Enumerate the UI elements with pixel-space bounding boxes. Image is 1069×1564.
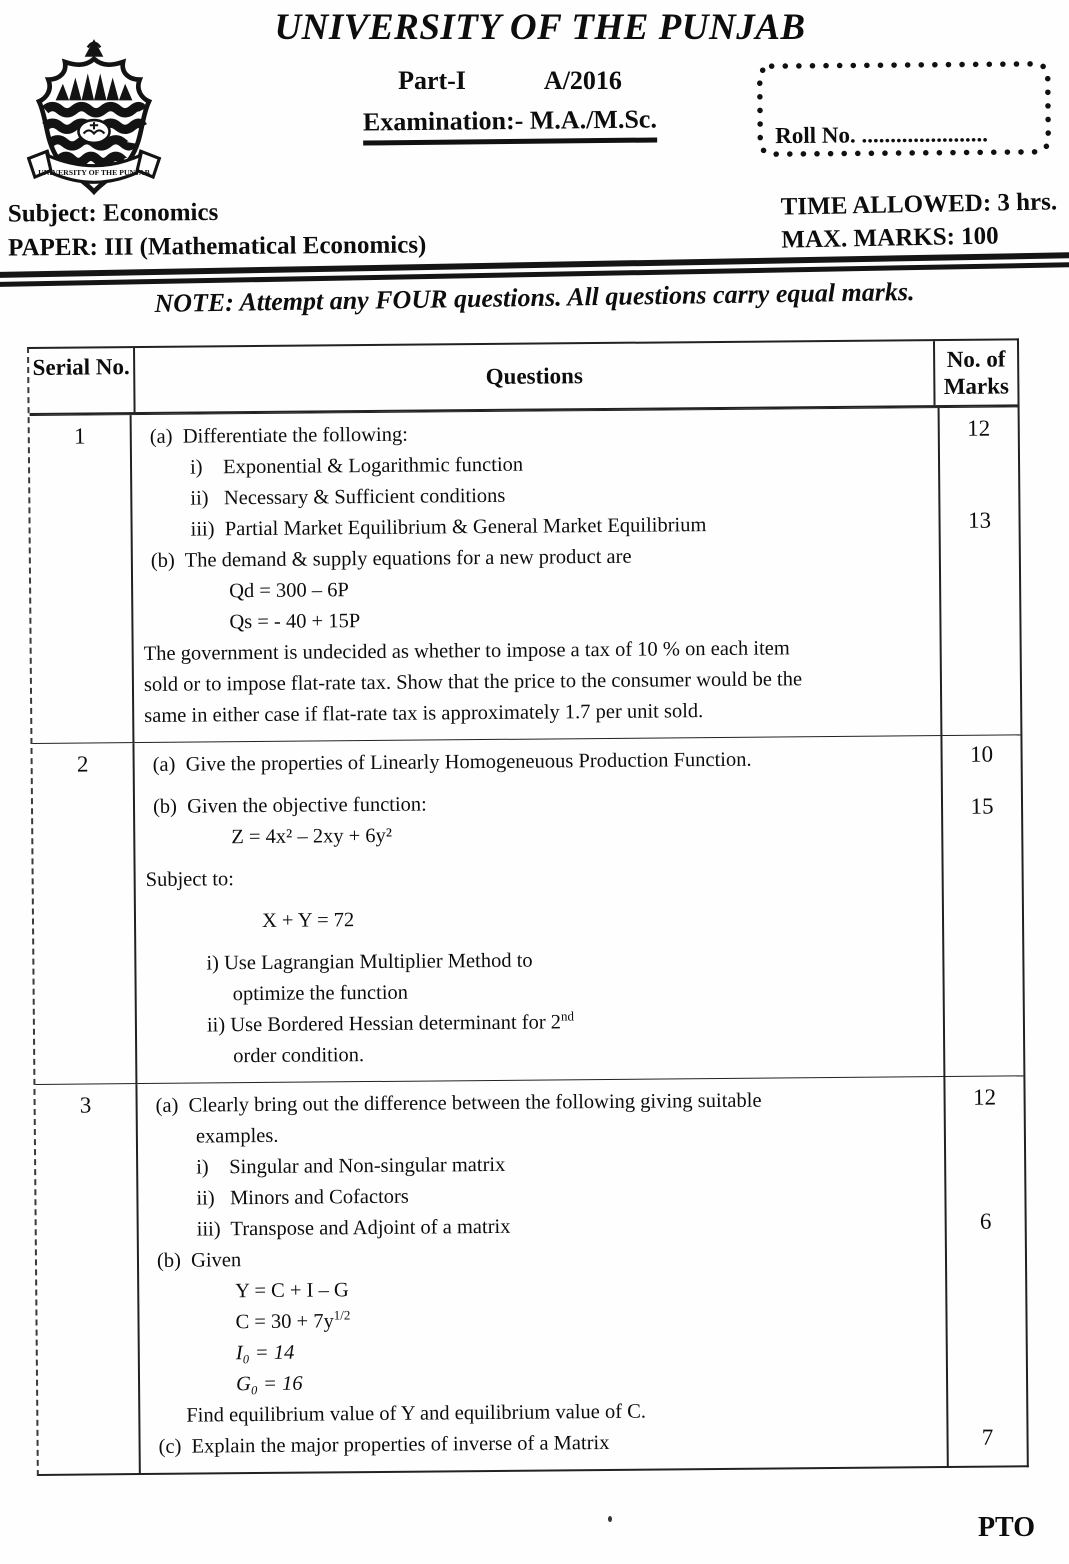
question-line: iii) Transpose and Adjoint of a matrix [196, 1215, 511, 1241]
part-label: Part-I [398, 66, 466, 95]
serial-number: 1 [30, 415, 135, 743]
question-line: ii) Use Bordered Hessian determinant for 2nd [206, 1008, 575, 1037]
table-header-row [29, 340, 1018, 415]
question-line: The government is undecided as whether to impose a tax of 10 % on each item [143, 637, 790, 665]
marks-value: 10 [969, 741, 994, 767]
question-line: i) Use Lagrangian Multiplier Method to [206, 949, 533, 975]
question-line: sold or to impose flat-rate tax. Show that the price to the consumer would be the [143, 668, 803, 696]
examination-label: Examination:- M.A./M.Sc. [363, 104, 657, 145]
part-session-line [320, 66, 700, 96]
time-marks-block [780, 185, 1058, 256]
marks-cell [943, 1076, 1026, 1466]
question-cell [132, 408, 941, 742]
question-line: Find equilibrium value of Y and equilibrium value of C. [186, 1400, 647, 1427]
question-line: order condition. [233, 1044, 365, 1068]
university-logo [16, 36, 172, 202]
question-line: G₀ = 16 [235, 1372, 303, 1396]
scan-speck [608, 1516, 612, 1522]
max-marks-label: MAX. MARKS: 100 [780, 222, 999, 254]
question-line: same in either case if flat-rate tax is approximately 1.7 per unit sold. [144, 700, 704, 727]
question-line: i) Singular and Non-singular matrix [196, 1153, 506, 1179]
question-line: (c) Explain the major properties of inverse of a Matrix [158, 1431, 610, 1458]
question-line: (b) Given [156, 1249, 242, 1272]
session-label: A/2016 [543, 66, 622, 95]
questions-table [27, 338, 1029, 1476]
table-row [30, 406, 1021, 743]
pto-label: PTO [977, 1512, 1035, 1543]
questions-col-header: Questions [485, 363, 583, 389]
table-row [35, 1075, 1026, 1474]
subject-label: Subject: Economics [7, 198, 219, 228]
question-line: I₀ = 14 [235, 1341, 295, 1365]
question-line: (b) The demand & supply equations for a new product are [150, 545, 632, 572]
logo-banner-text: UNIVERSITY OF THE PUNJAB [38, 168, 150, 178]
serial-number: 2 [32, 743, 137, 1084]
table-row [32, 734, 1023, 1084]
question-line: X + Y = 72 [261, 909, 355, 932]
marks-value: 12 [967, 415, 991, 441]
question-line: ii) Necessary & Sufficient conditions [190, 484, 506, 510]
marks-value: 6 [979, 1208, 992, 1234]
question-line: iii) Partial Market Equilibrium & General Market Equilibrium [190, 514, 707, 541]
page-title: UNIVERSITY OF THE PUNJAB [274, 7, 806, 48]
question-line: i) Exponential & Logarithmic function [189, 453, 524, 479]
serial-number: 3 [35, 1084, 140, 1474]
exam-header-block [320, 66, 700, 144]
marks-col-header: No. of Marks [933, 340, 1018, 405]
marks-value: 7 [981, 1424, 994, 1450]
marks-cell [940, 735, 1023, 1076]
question-line: (b) Given the objective function: [152, 793, 427, 818]
marks-cell [938, 407, 1021, 735]
note-line: NOTE: Attempt any FOUR questions. All questions carry equal marks. [154, 277, 915, 318]
serial-col-header: Serial No. [29, 348, 136, 413]
university-crest-icon [16, 36, 172, 202]
paper-label: PAPER: III (Mathematical Economics) [8, 231, 427, 262]
question-line: examples. [195, 1124, 279, 1148]
question-cell [137, 1077, 946, 1473]
question-line: Qd = 300 – 6P [229, 579, 350, 603]
question-line: ii) Minors and Cofactors [196, 1185, 409, 1210]
marks-value: 13 [967, 507, 992, 533]
question-cell [134, 736, 943, 1083]
question-line: (a) Give the properties of Linearly Homogeneuous Production Function. [152, 748, 752, 776]
question-line: Subject to: [145, 868, 235, 891]
question-line: optimize the function [232, 981, 409, 1006]
question-line: Qs = - 40 + 15P [229, 610, 361, 634]
marks-value: 12 [972, 1084, 997, 1110]
subject-block [8, 195, 427, 266]
question-line: Z = 4x² – 2xy + 6y² [231, 824, 393, 849]
question-line: Y = C + I – G [235, 1279, 349, 1303]
question-line: $C = 30 + 7y^{1/2}$ [235, 1307, 351, 1334]
time-allowed-label: TIME ALLOWED: 3 hrs. [780, 188, 1057, 221]
marks-value: 15 [970, 793, 994, 819]
roll-no-box [753, 57, 1056, 162]
question-line: (a) Clearly bring out the difference between the following giving suitable [155, 1089, 762, 1117]
question-line: (a) Differentiate the following: [149, 423, 408, 448]
roll-no-label: Roll No. ...................... [775, 121, 989, 149]
